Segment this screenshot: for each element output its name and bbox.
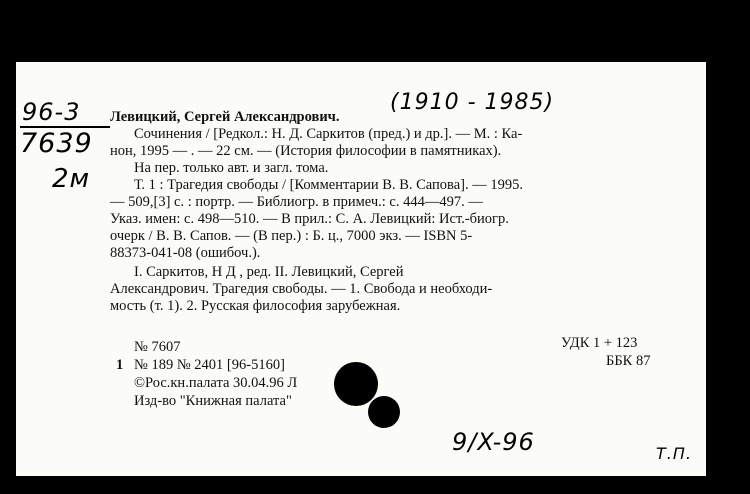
publisher-line: Изд-во "Книжная палата" (134, 393, 292, 409)
punch-hole-lower (368, 396, 400, 428)
card-number: № 7607 (134, 339, 181, 355)
bbk-code: ББК 87 (606, 353, 651, 369)
entry-line-1: Сочинения / [Редкол.: Н. Д. Саркитов (пред.) и др.]. — М. : Ка- (134, 126, 523, 142)
entry-line-10: Александрович. Трагедия свободы. — 1. Свобода и необходи- (110, 281, 493, 297)
author-heading: Левицкий, Сергей Александрович. (110, 109, 340, 125)
handwritten-life-years: (1910 - 1985) (390, 90, 555, 115)
entry-line-6: Указ. имен: с. 498—510. — В прил.: С. А. Левицкий: Ист.-биогр. (110, 211, 509, 227)
catalog-card (16, 62, 706, 476)
handwritten-initials: Т.П. (656, 444, 692, 463)
copyright-line: ©Рос.кн.палата 30.04.96 Л (134, 375, 298, 391)
entry-line-9: I. Саркитов, Н Д , ред. II. Левицкий, Сергей (134, 264, 404, 280)
row-prefix: 1 (116, 357, 124, 373)
entry-line-2: нон, 1995 — . — 22 см. — (История философии в памятниках). (110, 143, 502, 159)
entry-line-4: Т. 1 : Трагедия свободы / [Комментарии В. В. Сапова]. — 1995. (134, 177, 523, 193)
handwritten-date-mark: 9/X-96 (452, 428, 535, 456)
entry-line-7: очерк / В. В. Сапов. — (В пер.) : Б. ц., 7000 экз. — ISBN 5- (110, 228, 473, 244)
entry-line-11: мость (т. 1). 2. Русская философия зарубежная. (110, 298, 401, 314)
entry-line-3: На пер. только авт. и загл. тома. (134, 160, 329, 176)
handwritten-call-number-top: 96-3 (22, 98, 81, 126)
registration-numbers: № 189 № 2401 [96-5160] (134, 357, 285, 373)
handwritten-volume-mark: 2м (52, 164, 91, 194)
udk-code: УДК 1 + 123 (561, 335, 638, 351)
entry-line-8: 88373-041-08 (ошибоч.). (110, 245, 261, 261)
entry-line-5: — 509,[3] с. : портр. — Библиогр. в примеч.: с. 444—497. — (110, 194, 483, 210)
punch-hole-upper (334, 362, 378, 406)
handwritten-call-number-bottom: 7639 (20, 128, 93, 159)
